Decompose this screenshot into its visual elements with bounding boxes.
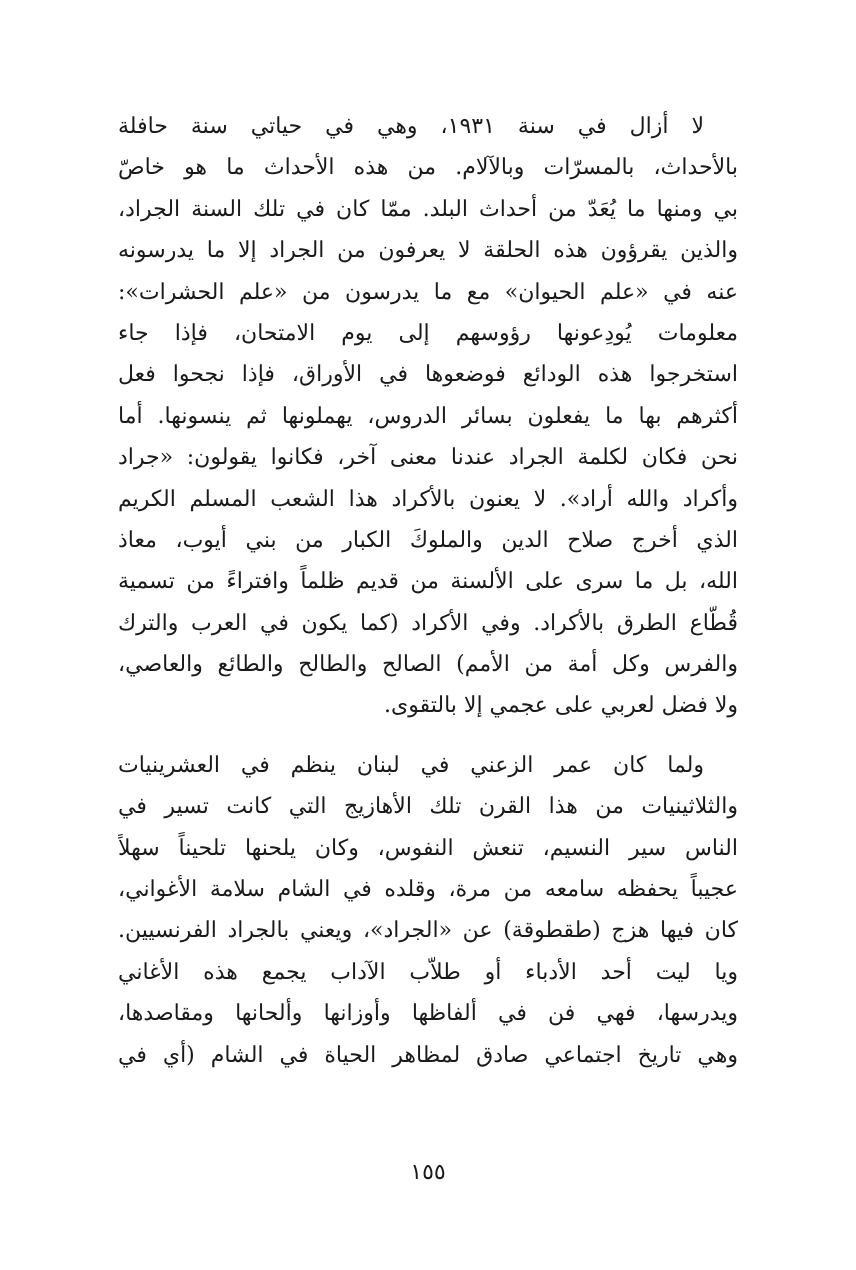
text-line: عنه في «علم الحيوان» مع ما يدرسون من «علم الحشرات»: [118,279,738,305]
text-line: كان فيها هزج (طقطوقة) عن «الجراد»، ويعني بالجراد الفرنسيين. [118,918,738,944]
paragraph-2 [118,745,738,1076]
text-line: ويدرسها، فهي فن في ألفاظها وأوزانها وألحانها ومقاصدها، [118,1001,738,1027]
text-line: بي ومنها ما يُعَدّ من أحداث البلد. ممّا كان في تلك السنة الجراد، [118,196,738,222]
text-line: الناس سير النسيم، تنعش النفوس، وكان يلحنها تلحيناً سهلاً [118,835,738,861]
text-line: معلومات يُودِعونها رؤوسهم إلى يوم الامتحان، فإذا جاء [118,320,738,346]
text-line: ولا فضل لعربي على عجمي إلا بالتقوى. [384,693,738,719]
text-line: ولما كان عمر الزعني في لبنان ينظم في العشرينيات [118,752,704,778]
text-line: نحن فكان لكلمة الجراد عندنا معنى آخر، فكانوا يقولون: «جراد [118,445,738,471]
text-line: لا أزال في سنة ١٩٣١، وهي في حياتي سنة حافلة [118,114,704,139]
text-line: استخرجوا هذه الودائع فوضعوها في الأوراق، فإذا نجحوا فعل [118,362,738,388]
paragraph-1 [118,106,738,727]
text-line: ويا ليت أحد الأدباء أو طلاّب الآداب يجمع هذه الأغاني [118,959,738,985]
text-line: أكثرهم بها ما يفعلون بسائر الدروس، يهملونها ثم ينسونها. أما [118,403,738,429]
page-text-body [118,106,738,1076]
text-line: وهي تاريخ اجتماعي صادق لمظاهر الحياة في الشام (أي في [118,1042,738,1068]
text-line: والذين يقرؤون هذه الحلقة لا يعرفون من الجراد إلا ما يدرسونه [118,238,738,264]
text-line: الذي أخرج صلاح الدين والملوكَ الكبار من بني أيوب، معاذ [118,527,738,553]
text-line: قُطّاع الطرق بالأكراد. وفي الأكراد (كما يكون في العرب والترك [118,610,738,636]
text-line: وأكراد والله أراد». لا يعنون بالأكراد هذا الشعب المسلم الكريم [118,486,738,512]
text-line: الله، بل ما سرى على الألسنة من قديم ظلماً وافتراءً من تسمية [118,569,738,595]
text-line: عجيباً يحفظه سامعه من مرة، وقلده في الشام سلامة الأغواني، [118,877,738,903]
text-line: والفرس وكل أمة من الأمم) الصالح والطالح والطائع والعاصي، [118,652,738,678]
text-line: بالأحداث، بالمسرّات وبالآلام. من هذه الأحداث ما هو خاصّ [118,155,738,181]
text-line: والثلاثينيات من هذا القرن تلك الأهازيج التي كانت تسير في [118,794,738,820]
page-number: ١٥٥ [410,1160,446,1185]
paragraph-gap [118,727,738,745]
